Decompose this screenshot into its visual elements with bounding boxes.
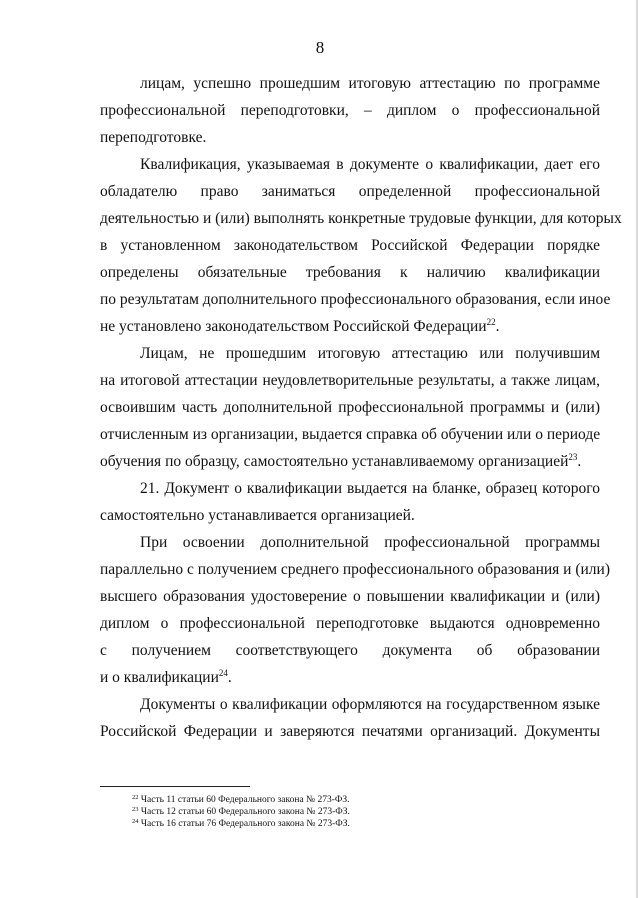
footnote-ref-22: 22 — [486, 317, 496, 327]
footnote-text: Часть 12 статьи 60 Федерального закона № 273-ФЗ. — [140, 807, 350, 817]
text-line: на итоговой аттестации неудовлетворительные результаты, а также лицам, — [100, 372, 600, 389]
sentence-end: . — [577, 453, 582, 470]
footnote-number: 24 — [132, 818, 139, 825]
text-line: лицам, успешно прошедшим итоговую аттестацию по программе — [140, 75, 600, 92]
footnote-text: Часть 11 статьи 60 Федерального закона № 273-ФЗ. — [140, 795, 350, 805]
text-line — [100, 317, 600, 337]
footnote-number: 22 — [132, 794, 139, 801]
footnote-ref-24: 24 — [218, 668, 228, 678]
text-line: освоившим часть дополнительной профессиональной программы и (или) — [100, 399, 600, 416]
footnote-number: 23 — [132, 806, 139, 813]
text-line-content: не установлено законодательством Российской Федерации — [100, 318, 487, 335]
text-line: обладателю право заниматься определенной профессиональной — [100, 183, 600, 200]
sentence-end: . — [227, 669, 232, 686]
text-line: Документы о квалификации оформляются на государственном языке — [140, 696, 600, 713]
page-number: 8 — [315, 38, 325, 57]
scan-edge — [636, 0, 638, 898]
footnote-23 — [132, 806, 350, 818]
text-line: с получением соответствующего документа об образовании — [100, 642, 600, 659]
text-line: параллельно с получением среднего профессионального образования и (или) — [100, 561, 611, 578]
text-line: переподготовке. — [100, 129, 207, 146]
footnote-separator — [100, 786, 250, 787]
text-line: 21. Документ о квалификации выдается на бланке, образец которого — [140, 480, 600, 497]
footnote-text: Часть 16 статьи 76 Федерального закона № 273-ФЗ. — [140, 819, 350, 829]
text-line-content: и о квалификации — [100, 669, 219, 686]
footnote-22 — [132, 794, 350, 806]
text-line: в установленном законодательством Российской Федерации порядке — [100, 237, 600, 254]
footnote-ref-23: 23 — [568, 452, 578, 462]
footnote-24 — [132, 818, 350, 830]
text-line: определены обязательные требования к наличию квалификации — [100, 264, 600, 281]
text-line — [100, 668, 600, 688]
text-line — [100, 452, 600, 472]
text-line: деятельностью и (или) выполнять конкретные трудовые функции, для которых — [100, 210, 622, 227]
text-line: самостоятельно устанавливается организацией. — [100, 507, 415, 524]
text-line-content: обучения по образцу, самостоятельно устанавливаемому организацией — [100, 453, 569, 470]
text-line: по результатам дополнительного профессионального образования, если иное — [100, 291, 611, 308]
text-line: высшего образования удостоверение о повышении квалификации и (или) — [100, 588, 600, 605]
text-line: диплом о профессиональной переподготовке выдаются одновременно — [100, 615, 600, 632]
text-line: Лицам, не прошедшим итоговую аттестацию или получившим — [140, 345, 600, 362]
sentence-end: . — [495, 318, 500, 335]
text-line: Российской Федерации и заверяются печатями организаций. Документы — [100, 723, 600, 740]
text-line: Квалификация, указываемая в документе о квалификации, дает его — [140, 156, 600, 173]
text-line: профессиональной переподготовки, – диплом о профессиональной — [100, 102, 600, 119]
text-line: отчисленным из организации, выдается справка об обучении или о периоде — [100, 426, 601, 443]
text-line: При освоении дополнительной профессиональной программы — [140, 534, 600, 551]
